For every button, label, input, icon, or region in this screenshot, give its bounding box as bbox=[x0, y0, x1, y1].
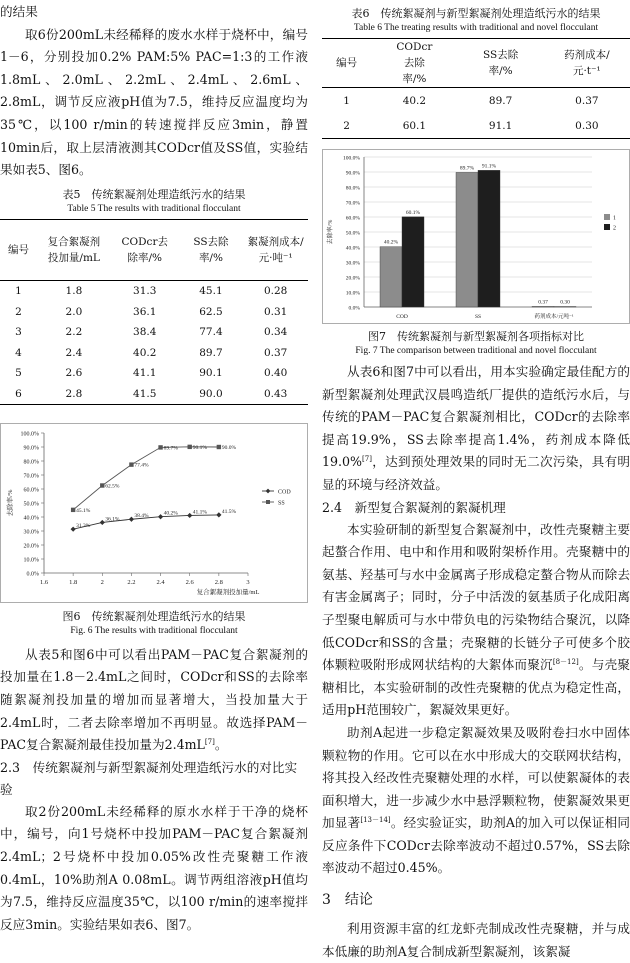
paragraph: 从表6和图7中可以看出，用本实验确定最佳配方的新型絮凝剂处理武汉晨鸣造纸厂提供的造纸污水后，与传统的PAM－PAC复合絮凝剂相比，CODcr的去除率提高19.9%，SS去除率提高1.4%，药剂成本降低19.0%[7]，达到预处理效果的同时无二次污染，具有明显的环境与经济效益。 bbox=[322, 361, 630, 497]
y-tick-label: 60.0% bbox=[346, 216, 361, 222]
y-tick-label: 30.0% bbox=[346, 261, 361, 267]
table-row bbox=[322, 113, 630, 139]
table6-caption-cn: 表6 传统絮凝剂与新型絮凝剂处理造纸污水的结果 bbox=[322, 6, 630, 22]
y-tick-label: 90.0% bbox=[24, 445, 40, 451]
table-cell: 41.1 bbox=[111, 363, 179, 384]
data-label: 40.2% bbox=[164, 510, 179, 516]
y-tick-label: 80.0% bbox=[346, 186, 361, 192]
table-cell: 91.1 bbox=[458, 113, 544, 139]
table-cell: 90.1 bbox=[179, 363, 244, 384]
y-tick-label: 80.0% bbox=[24, 459, 40, 465]
data-label: 36.1% bbox=[105, 516, 120, 522]
legend-label: SS bbox=[278, 500, 285, 506]
y-tick-label: 10.0% bbox=[346, 291, 361, 297]
table-cell: 0.28 bbox=[243, 280, 308, 301]
table-cell: 2.2 bbox=[37, 322, 111, 343]
bar-series-1 bbox=[532, 306, 554, 307]
data-label: 91.1% bbox=[482, 163, 497, 169]
x-tick-label: 3 bbox=[246, 579, 249, 586]
x-tick-label: 2.4 bbox=[157, 579, 166, 586]
data-point bbox=[129, 516, 134, 521]
x-tick-label: 2 bbox=[101, 579, 104, 586]
section-heading-2-4: 2.4 新型复合絮凝剂的絮凝机理 bbox=[322, 497, 630, 519]
legend-label: 1 bbox=[613, 216, 616, 222]
data-label: 41.5% bbox=[222, 509, 237, 515]
table-cell: 0.37 bbox=[243, 342, 308, 363]
data-label: 90.0% bbox=[222, 445, 237, 451]
table-header: SS去除率/% bbox=[179, 219, 244, 280]
y-tick-label: 100.0% bbox=[343, 156, 360, 162]
data-label: 0.30 bbox=[560, 300, 570, 306]
bar-series-2 bbox=[478, 170, 500, 307]
table5 bbox=[0, 219, 308, 405]
left-column bbox=[0, 0, 308, 936]
table-cell: 60.1 bbox=[371, 113, 457, 139]
data-point bbox=[100, 520, 105, 525]
table-cell: 2 bbox=[322, 113, 371, 139]
y-tick-label: 50.0% bbox=[24, 501, 40, 507]
data-point bbox=[158, 514, 163, 519]
table-cell: 0.40 bbox=[243, 363, 308, 384]
table-header: 编号 bbox=[0, 219, 37, 280]
x-tick-label: 2.2 bbox=[127, 579, 135, 586]
table-cell: 3 bbox=[0, 322, 37, 343]
table-cell: 38.4 bbox=[111, 322, 179, 343]
fig7-bar-chart bbox=[322, 149, 630, 324]
table6 bbox=[322, 38, 630, 139]
table-cell: 89.7 bbox=[179, 342, 244, 363]
fig7-caption-cn: 图7 传统絮凝剂与新型絮凝剂各项指标对比 bbox=[322, 329, 630, 345]
data-point bbox=[216, 512, 221, 517]
data-label: 77.4% bbox=[134, 462, 149, 468]
table-row bbox=[322, 88, 630, 114]
y-tick-label: 20.0% bbox=[24, 543, 40, 549]
table-cell: 0.43 bbox=[243, 383, 308, 404]
table-cell: 40.2 bbox=[371, 88, 457, 114]
y-tick-label: 70.0% bbox=[24, 473, 40, 479]
y-axis-label: 去除率/% bbox=[5, 489, 14, 516]
data-label: 31.3% bbox=[76, 523, 91, 529]
series-line-ss bbox=[73, 447, 219, 510]
table-header: 絮凝剂成本/元·吨⁻¹ bbox=[243, 219, 308, 280]
table-cell: 31.3 bbox=[111, 280, 179, 301]
table-cell: 1 bbox=[0, 280, 37, 301]
x-tick-label: 药剂成本/元吨⁻¹ bbox=[534, 312, 573, 320]
data-label: 41.1% bbox=[193, 509, 208, 515]
table-cell: 41.5 bbox=[111, 383, 179, 404]
y-tick-label: 60.0% bbox=[24, 487, 40, 493]
table-header: SS去除率/% bbox=[458, 39, 544, 88]
table-row bbox=[0, 363, 308, 384]
y-tick-label: 0.0% bbox=[349, 306, 361, 312]
table-cell: 1.8 bbox=[37, 280, 111, 301]
y-tick-label: 10.0% bbox=[24, 557, 40, 563]
data-label: 60.1% bbox=[406, 210, 421, 216]
data-point bbox=[71, 526, 76, 531]
data-label: 89.7% bbox=[460, 165, 475, 171]
table-cell: 2.0 bbox=[37, 301, 111, 322]
paragraph: 利用资源丰富的红龙虾壳制成改性壳聚糖，并与成本低廉的助剂A复合制成新型絮凝剂，该絮凝 bbox=[322, 918, 630, 963]
table-cell: 40.2 bbox=[111, 342, 179, 363]
paragraph: 本实验研制的新型复合絮凝剂中，改性壳聚糖主要起螯合作用、电中和作用和吸附架桥作用。壳聚糖中的氨基、羟基可与水中金属离子形成稳定螯合物从而除去有害金属离子；同时，分子中活泼的氨基质子化成阳离子型聚电解质可与水中带负电的污染物结合聚沉，以降低CODcr和SS的含量；壳聚糖的长链分子可使多个胶体颗粒吸附形成网状结构的大絮体而聚沉[8－12]。与壳聚糖相比，本实验研制的改性壳聚糖的优点为稳定性高，适用pH范围较广，絮凝效果更好。 bbox=[322, 519, 630, 722]
table-cell: 77.4 bbox=[179, 322, 244, 343]
bar-series-1 bbox=[380, 247, 402, 307]
table-cell: 90.0 bbox=[179, 383, 244, 404]
table-header: CODcr去除率/% bbox=[111, 219, 179, 280]
table-cell: 0.30 bbox=[544, 113, 630, 139]
data-point bbox=[187, 513, 192, 518]
right-column bbox=[322, 0, 630, 963]
table-cell: 62.5 bbox=[179, 301, 244, 322]
y-tick-label: 50.0% bbox=[346, 231, 361, 237]
paragraph: 的结果 bbox=[0, 1, 308, 24]
table-header: CODcr去除率/% bbox=[371, 39, 457, 88]
x-axis-label: 复合絮凝剂投加量/mL bbox=[197, 587, 260, 596]
fig6-caption-en: Fig. 6 The results with traditional flocculant bbox=[0, 625, 308, 638]
table-row bbox=[0, 342, 308, 363]
table5-caption-en: Table 5 The results with traditional flocculant bbox=[0, 203, 308, 216]
paragraph: 从表5和图6中可以看出PAM－PAC复合絮凝剂的投加量在1.8－2.4mL之间时，CODcr和SS的去除率随絮凝剂投加量的增加而显著增大，当投加量大于2.4mL时，二者去除率增加不再明显。故选择PAM－PAC复合絮凝剂最佳投加量为2.4mL[7]。 bbox=[0, 644, 308, 757]
table-cell: 89.7 bbox=[458, 88, 544, 114]
table-row bbox=[0, 301, 308, 322]
section-heading-2-3: 2.3 传统絮凝剂与新型絮凝剂处理造纸污水的对比实验 bbox=[0, 757, 308, 801]
paragraph: 取6份200mL未经稀释的废水水样于烧杯中，编号1－6，分别投加0.2% PAM:5% PAC=1:3的工作液1.8mL、2.0mL、2.2mL、2.4mL、2.6mL、2.8mL，调节反应液pH值为7.5，维持反应温度均为35℃，以100 r/min的转速搅拌反应3min，静置10min后，取上层清液测其CODcr值及SS值，实验结果如表5、图6。 bbox=[0, 24, 308, 182]
y-tick-label: 70.0% bbox=[346, 201, 361, 207]
y-tick-label: 20.0% bbox=[346, 276, 361, 282]
table6-caption-en: Table 6 The treating results with traditional and novel flocculant bbox=[322, 22, 630, 35]
y-tick-label: 0.0% bbox=[27, 571, 40, 577]
paragraph: 助剂A起进一步稳定絮凝效果及吸附卷扫水中固体颗粒物的作用。它可以在水中形成大的交联网状结构，将其投入经改性壳聚糖处理的水样，可以使絮凝体的表面积增大，进一步减少水中悬浮颗粒物，使絮凝效果更加显著[13－14]。经实验证实，助剂A的加入可以保证相同反应条件下CODcr去除率波动不超过0.57%，SS去除率波动不超过0.45%。 bbox=[322, 722, 630, 880]
legend-swatch bbox=[604, 224, 610, 230]
table-cell: 45.1 bbox=[179, 280, 244, 301]
x-tick-label: SS bbox=[475, 314, 481, 320]
data-label: 62.5% bbox=[105, 483, 120, 489]
data-label: 45.1% bbox=[76, 508, 91, 514]
fig7-caption-en: Fig. 7 The comparison between traditional and novel flocculant bbox=[322, 345, 630, 358]
data-point bbox=[129, 462, 133, 466]
legend-label: 2 bbox=[613, 226, 616, 232]
table-header: 编号 bbox=[322, 39, 371, 88]
bar-series-1 bbox=[456, 172, 478, 307]
table-cell: 2 bbox=[0, 301, 37, 322]
data-label: 40.2% bbox=[384, 240, 399, 246]
table-cell: 6 bbox=[0, 383, 37, 404]
table5-caption-cn: 表5 传统絮凝剂处理造纸污水的结果 bbox=[0, 187, 308, 203]
data-point bbox=[71, 507, 75, 511]
fig6-line-chart bbox=[0, 423, 308, 603]
table-cell: 0.31 bbox=[243, 301, 308, 322]
table-header: 药剂成本/元·t⁻¹ bbox=[544, 39, 630, 88]
bar-series-2 bbox=[402, 217, 424, 307]
data-point bbox=[188, 444, 192, 448]
y-axis-label: 去除率/% bbox=[326, 220, 334, 245]
table-cell: 1 bbox=[322, 88, 371, 114]
legend-marker bbox=[266, 488, 271, 493]
y-tick-label: 90.0% bbox=[346, 171, 361, 177]
table-header: 复合絮凝剂投加量/mL bbox=[37, 219, 111, 280]
data-point bbox=[217, 445, 221, 449]
table-row bbox=[0, 322, 308, 343]
data-point bbox=[158, 445, 162, 449]
x-tick-label: 1.8 bbox=[69, 579, 77, 586]
y-tick-label: 40.0% bbox=[346, 246, 361, 252]
x-tick-label: 2.6 bbox=[186, 579, 195, 586]
x-tick-label: 1.6 bbox=[40, 579, 49, 586]
x-tick-label: COD bbox=[396, 314, 408, 320]
table-cell: 2.6 bbox=[37, 363, 111, 384]
x-tick-label: 2.8 bbox=[215, 579, 223, 586]
table-cell: 0.37 bbox=[544, 88, 630, 114]
y-tick-label: 100.0% bbox=[21, 431, 40, 437]
table-row bbox=[0, 280, 308, 301]
table-row bbox=[0, 383, 308, 404]
y-tick-label: 30.0% bbox=[24, 529, 40, 535]
chart-frame bbox=[1, 423, 308, 602]
legend-swatch bbox=[604, 214, 610, 220]
data-label: 90.1% bbox=[193, 445, 208, 451]
data-label: 0.37 bbox=[538, 299, 548, 305]
paragraph: 取2份200mL未经稀释的原水水样于干净的烧杯中，编号，向1号烧杯中投加PAM－PAC复合絮凝剂2.4mL；2号烧杯中投加0.05%改性壳聚糖工作液0.4mL，10%助剂A 0.08mL。调节两组溶液pH值均为7.5，维持反应温度35℃，以100 r/min的速率搅拌反应3min。实验结果如表6、图7。 bbox=[0, 801, 308, 937]
legend-marker bbox=[266, 500, 270, 504]
data-point bbox=[100, 483, 104, 487]
data-label: 89.7% bbox=[164, 445, 179, 451]
table-cell: 4 bbox=[0, 342, 37, 363]
section-heading-3: 3 结论 bbox=[322, 888, 630, 912]
data-label: 38.4% bbox=[134, 513, 149, 519]
y-tick-label: 40.0% bbox=[24, 515, 40, 521]
table-cell: 5 bbox=[0, 363, 37, 384]
table-cell: 36.1 bbox=[111, 301, 179, 322]
table-cell: 2.4 bbox=[37, 342, 111, 363]
table-cell: 2.8 bbox=[37, 383, 111, 404]
table-cell: 0.34 bbox=[243, 322, 308, 343]
legend-label: COD bbox=[278, 489, 291, 495]
fig6-caption-cn: 图6 传统絮凝剂处理造纸污水的结果 bbox=[0, 609, 308, 625]
